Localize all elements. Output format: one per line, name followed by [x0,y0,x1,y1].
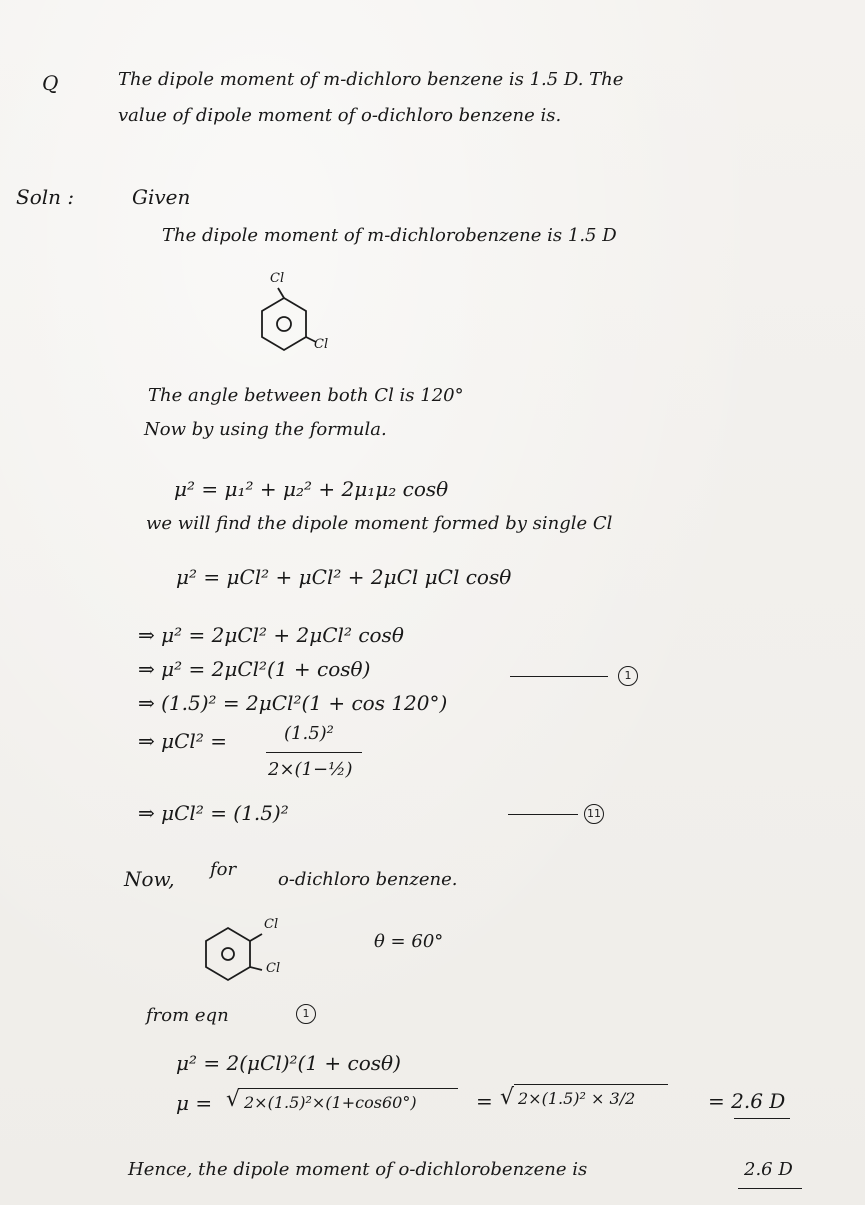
given-line: The dipole moment of m-dichlorobenzene is 1.5 D [162,225,617,246]
step-e-left: ⇒ μCl² = [138,729,227,753]
meta-cl-right-label: Cl [314,337,329,352]
now-for-label-a: Now, [124,867,175,891]
sqrt-bar-2 [514,1084,668,1085]
angle-line: The angle between both Cl is 120° [148,385,464,406]
step-a: μ² = μCl² + μCl² + 2μCl μCl cosθ [176,565,512,589]
step-d: ⇒ (1.5)² = 2μCl²(1 + cos 120°) [138,691,448,715]
result-underline [734,1118,790,1119]
step-h-radicand-2: 2×(1.5)² × 3/2 [518,1089,636,1108]
question-line-1: The dipole moment of m-dichloro benzene is 1.5 D. The [118,69,624,90]
step-h-result: = 2.6 D [708,1089,786,1113]
eq2-guide-line [508,814,578,815]
step-e-denominator: 2×(1−½) [268,759,353,780]
step-c: ⇒ μ² = 2μCl²(1 + cosθ) [138,657,371,681]
conclusion-value: 2.6 D [744,1159,793,1180]
conclusion-underline [738,1188,802,1189]
from-equation-text: from eqn [146,1005,229,1026]
conclusion-text: Hence, the dipole moment of o-dichlorobenzene is [128,1159,588,1180]
step-g: μ² = 2(μCl)²(1 + cosθ) [176,1051,401,1075]
question-marker: Q [42,71,59,95]
step-h-radicand: 2×(1.5)²×(1+cos60°) [244,1093,417,1112]
step-e-numerator: (1.5)² [284,723,334,744]
step-h-left: μ = [176,1091,213,1115]
step-h-equals: = [476,1089,493,1113]
general-formula: μ² = μ₁² + μ₂² + 2μ₁μ₂ cosθ [174,477,449,501]
ortho-cl-top-label: Cl [264,917,279,932]
solution-marker: Soln : [16,185,75,209]
find-single-cl-line: we will find the dipole moment formed by single Cl [146,513,613,534]
meta-cl-top-label: Cl [270,271,285,286]
eq2-label: 11 [584,804,604,824]
from-equation-label: 1 [296,1004,316,1024]
step-f: ⇒ μCl² = (1.5)² [138,801,289,825]
theta-note: θ = 60° [374,931,444,952]
meta-dichlorobenzene-ring [254,292,314,356]
step-e-fraction-bar [266,752,362,753]
given-heading: Given [132,185,191,209]
now-for-label-c: o-dichloro benzene. [278,869,458,890]
sqrt-sign-1: √ [226,1087,241,1112]
eq1-label: 1 [618,666,638,686]
now-for-label-b: for [210,859,237,880]
step-b: ⇒ μ² = 2μCl² + 2μCl² cosθ [138,623,404,647]
now-formula-line: Now by using the formula. [144,419,387,440]
ortho-cl-bottom-label: Cl [266,961,281,976]
question-line-2: value of dipole moment of o-dichloro benzene is. [118,105,562,126]
ortho-dichlorobenzene-ring [198,924,258,984]
sqrt-sign-2: √ [500,1085,515,1110]
eq1-guide-line [510,676,608,677]
sqrt-bar-1 [240,1088,458,1089]
